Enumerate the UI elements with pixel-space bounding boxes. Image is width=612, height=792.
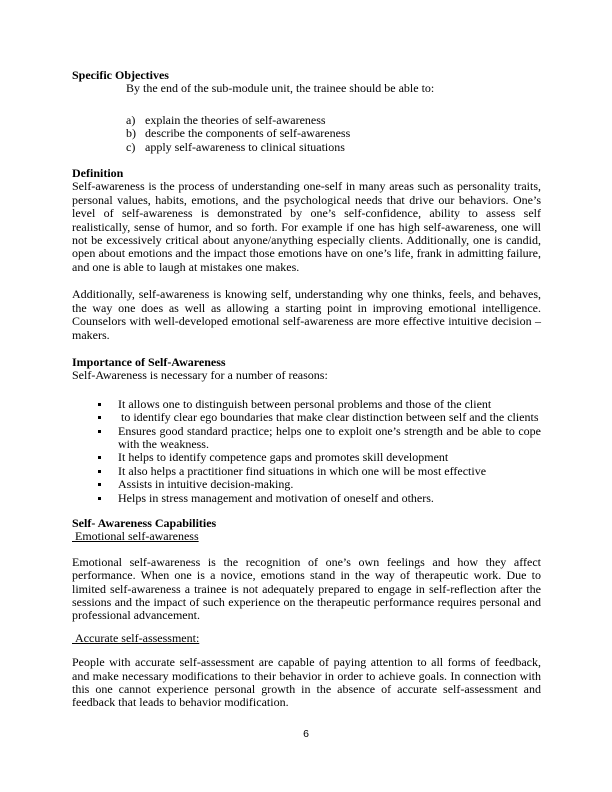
bullet-icon — [98, 497, 101, 500]
list-item-text: to identify clear ego boundaries that make clear distinction between self and the clients — [118, 410, 539, 425]
list-item-text: Helps in stress management and motivation of oneself and others. — [118, 490, 434, 505]
list-item — [72, 411, 541, 424]
list-item — [72, 114, 541, 127]
accurate-self-assessment-paragraph: People with accurate self-assessment are capable of paying attention to all forms of feedback, and make necessary modifications to their behavior in order to achieve goals. In connection with this one cannot experience personal growth in the absence of accurate self-assessment and feedback that leads to behavior modification. — [72, 655, 541, 710]
definition-paragraph-2: Additionally, self-awareness is knowing self, understanding why one thinks, feels, and behaves, the way one does as well as allowing a starting point in improving emotional intelligence. Counselors with well-developed emotional self-awareness are more effective intuitive decision – makers. — [72, 287, 541, 342]
section-importance-heading: Importance of Self-Awareness — [72, 354, 226, 369]
objectives-intro: By the end of the sub-module unit, the trainee should be able to: — [126, 81, 435, 96]
list-item — [72, 425, 541, 452]
list-item — [72, 492, 541, 505]
accurate-self-assessment-heading: Accurate self-assessment: — [72, 630, 200, 645]
list-item-text: describe the components of self-awareness — [145, 126, 351, 141]
list-item — [72, 465, 541, 478]
list-item-text: Assists in intuitive decision-making. — [118, 477, 294, 492]
bullet-icon — [98, 416, 101, 419]
emotional-self-awareness-paragraph: Emotional self-awareness is the recognition of one’s own feelings and how they affect performance. When one is a novice, emotions stand in the way of therapeutic work. Due to limited self-awareness a trainee is not adequately prepared to engage in self-reflection after the sessions and the impact of such experience on the therapeutic performance requires personal and professional advancement. — [72, 554, 541, 623]
list-item-marker: b) — [126, 126, 136, 141]
section-objectives-heading: Specific Objectives — [72, 68, 169, 82]
definition-paragraph-1: Self-awareness is the process of understanding one-self in many areas such as personality traits, personal values, habits, emotions, and the psychological needs that drive our behaviors. One’s level of self-awareness is demonstrated by one’s self-confidence, ability to assess self realistically, sense of humor, and so forth. For example if one has high self-awareness, one will not be excessively critical about anyone/anything especially clients. Additionally, one is candid, open about emotions and the impact those emotions have on one’s life, frank in admitting failure, and one is able to laugh at mistakes one makes. — [72, 179, 541, 274]
list-item-text: It allows one to distinguish between personal problems and those of the client — [118, 396, 492, 411]
bullet-icon — [98, 483, 101, 486]
list-item — [72, 141, 541, 154]
objectives-list — [72, 114, 541, 154]
importance-intro: Self-Awareness is necessary for a number of reasons: — [72, 368, 328, 383]
bullet-icon — [98, 403, 101, 406]
bullet-icon — [98, 430, 101, 433]
emotional-self-awareness-heading: Emotional self-awareness — [72, 529, 199, 544]
list-item-text: It also helps a practitioner find situations in which one will be most effective — [118, 463, 487, 478]
section-definition-heading: Definition — [72, 166, 124, 181]
list-item-text: apply self-awareness to clinical situations — [145, 139, 345, 154]
list-item — [72, 398, 541, 411]
list-item — [72, 127, 541, 140]
section-capabilities-heading: Self- Awareness Capabilities — [72, 515, 217, 530]
importance-bullet-list — [72, 398, 541, 505]
list-item — [72, 478, 541, 491]
bullet-icon — [98, 470, 101, 473]
list-item — [72, 451, 541, 464]
list-item-marker: c) — [126, 139, 136, 154]
list-item-marker: a) — [126, 112, 136, 127]
bullet-icon — [98, 456, 101, 459]
list-item-text: Ensures good standard practice; helps one to exploit one’s strength and be able to cope with the weakness. — [118, 423, 541, 451]
list-item-text: It helps to identify competence gaps and promotes skill development — [118, 450, 449, 465]
page-number: 6 — [303, 728, 309, 740]
list-item-text: explain the theories of self-awareness — [145, 112, 326, 127]
